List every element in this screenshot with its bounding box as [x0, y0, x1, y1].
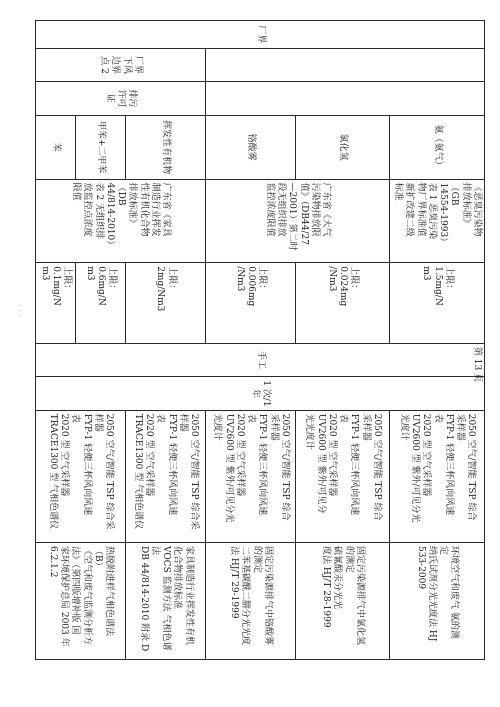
method-cell: 热脱附进样气相色谱法 （B） 《空气和废气监测分析方 法》（第四版增补版 国 家环境保护总局 2003 年 6.2.1.2 [36, 542, 126, 659]
standard-cell: 广东省《大气 污染物排放限 值》（DB44/27 —2001）第二时 段无组织排放 监控浓度限值 [206, 179, 390, 263]
monitor-point-cell: 厂界下风边界点 2 [36, 48, 206, 81]
standard-cell: 广东省《家具 制造行业挥发 性有机化合物 排放标准》 （DB 44/814-2010） 表 2 无组织排 放监控点浓度 限值 [36, 179, 206, 263]
rotated-monitoring-table-container [39, 20, 485, 660]
standard-cell: 《恶臭污染物 排放标准》 （GB 14554-1993） 表 1 恶臭污染 物厂界标准值 新扩改建二级 标准 [390, 179, 485, 263]
equipment-cell: 2050 空气/智能 TSP 综合采 样器 FYP-1 轻便三杯风向风速 表 2020 型 空气采样器 TRACE1300 型 气相色谱仪 [126, 410, 206, 542]
pollutant-cell: 挥发性有机物 [126, 115, 206, 179]
empty-point-cell [206, 48, 485, 81]
pollutant-cell: 苯 [36, 115, 76, 179]
mode-cell: 手工 [36, 343, 485, 376]
factory-boundary-cell: 厂界 [36, 21, 485, 49]
limit-cell: 上限： 0.6mg/N m3 [76, 263, 126, 344]
limit-cell: 上限： 0.024mg /Nm3 [296, 263, 390, 344]
method-cell: 固定污染源排气中铬酸雾 的测定 二苯基碳酰二肼分光光度 法 HJ/T 29-1999 [206, 542, 296, 659]
equipment-cell: 2050 空气/智能 TSP 综合 采样器 FYP-1 轻便三杯风向风速 表 2020 型 空气采样器 UV2600 型 紫外/可见分光 光度计 [390, 410, 485, 542]
binding-mark: · · · [14, 304, 24, 317]
method-cell: 固定污染源排气中氯化氢 的测定 硫氰酸汞分光光 度法 HJ/T 28-1999 [296, 542, 390, 659]
equipment-cell: 2050 空气/智能 TSP 综合 采样器 FYP-1 轻便三杯风向风速 表 2020 型 空气采样器 UV2600 型 紫外/可见分 光光度计 [296, 410, 390, 542]
equipment-cell: 2050 空气/智能 TSP 综合采 样器 FYP-1 轻便三杯风向风速 表 2020 型 空气采样器 TRACE1300 型 气相色谱仪 [36, 410, 126, 542]
table-row [76, 21, 126, 660]
limit-cell: 上限： 1.5mg/N m3 [390, 263, 485, 344]
equipment-cell: 2050 空气/智能 TSP 综合 采样器 FYP-1 轻便三杯风向风速 表 2020 型 空气采样器 UV2600 型 紫外/可见分光 光度计 [206, 410, 296, 542]
empty-cell [206, 82, 485, 115]
pollutant-cell: 铬酸雾 [206, 115, 296, 179]
permit-standard-cell: 排污许可证 [36, 82, 206, 115]
pollutant-cell: 甲苯+二甲苯 [76, 115, 126, 179]
table-row [296, 21, 390, 660]
table-row [390, 21, 485, 660]
limit-cell: 上限： 0.1mg/N m3 [36, 263, 76, 344]
page-number: 第 13 页 [472, 346, 483, 383]
table-row [206, 21, 296, 660]
pollutant-cell: 氨（氨气） [390, 115, 485, 179]
frequency-cell: 1 次/1 年 [36, 377, 485, 410]
monitoring-table [35, 20, 485, 660]
table-row [126, 21, 206, 660]
limit-cell: 上限： 2mg/Nm3 [126, 263, 206, 344]
method-cell: 家具制造行业挥发性有机 化合物排放标准 VOCS 监测方法 气相色谱 法 DB 44/814-2010 附录 D [126, 542, 206, 659]
pollutant-cell: 氯化氢 [296, 115, 390, 179]
method-cell: 环境空气和废气 氨的测 定 纳氏试剂分光光度法 HJ 533-2009 [390, 542, 485, 659]
limit-cell: 上限： 0.006mg /Nm3 [206, 263, 296, 344]
